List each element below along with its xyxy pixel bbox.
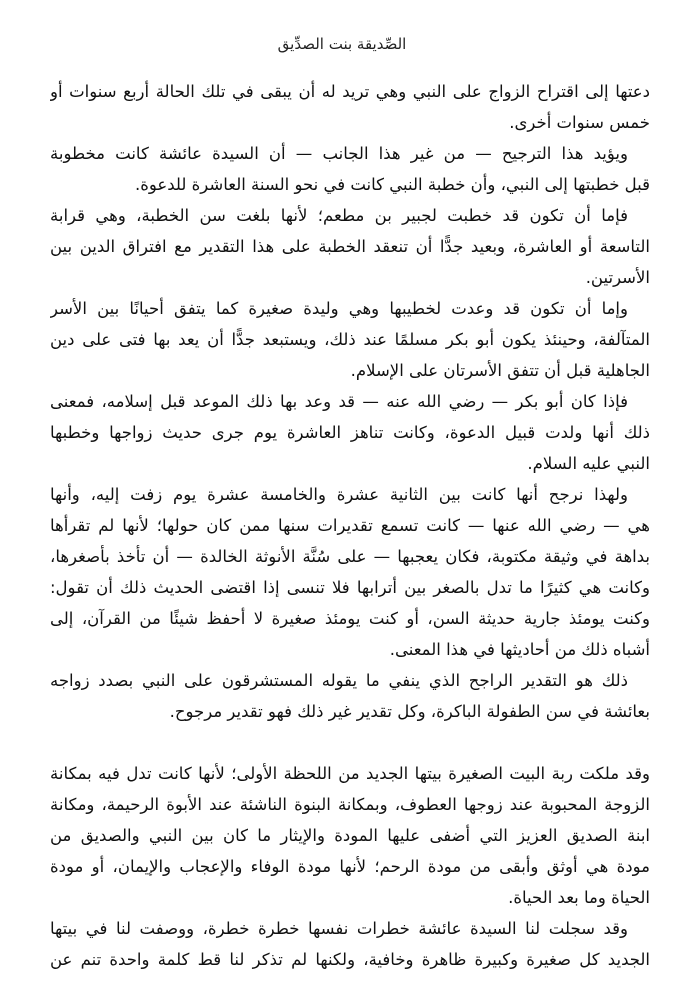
text-line: المتآلفة، وحينئذ يكون أبو بكر مسلمًا عند ذلك، ويستبعد جدًّا أن يعد بها فتى على دين	[50, 330, 650, 349]
body-text	[50, 76, 650, 975]
text-line: هي — رضي الله عنها — كانت تسمع تقديرات سنها ممن كان حولها؛ لأنها لم تقرأها	[50, 516, 650, 535]
text-line: الحياة وما بعد الحياة.	[508, 888, 650, 907]
text-line: وقد سجلت لنا السيدة عائشة خطرات نفسها خطرة خطرة، ووصفت لنا في بيتها	[50, 919, 628, 938]
text-line: أشباه ذلك من أحاديثها في هذا المعنى.	[389, 640, 650, 659]
text-line: الزوجة المحبوبة عند زوجها العطوف، وبمكانة البنوة الناشئة عند الأبوة الرحيمة، ومكانة	[50, 795, 650, 814]
text-line: دعتها إلى اقتراح الزواج على النبي وهي تريد له أن يبقى في تلك الحالة أربع سنوات أو	[50, 82, 650, 101]
text-line: قبل خطبتها إلى النبي، وأن خطبة النبي كانت في نحو السنة العاشرة للدعوة.	[134, 175, 650, 194]
text-line: بداهة في وثيقة مكتوبة، فكان يعجبها — على سُنَّة الأنوثة الخالدة — أن تأخذ بأصغرها،	[50, 547, 650, 566]
text-line: بعائشة في سن الطفولة الباكرة، وكل تقدير غير ذلك فهو تقدير مرجوح.	[169, 702, 650, 721]
text-line: الجديد كل صغيرة وكبيرة ظاهرة وخافية، ولكنها لم تذكر لنا قط كلمة واحدة تنم عن	[50, 950, 650, 969]
running-header: الصِّديقة بنت الصدِّيق	[277, 35, 407, 53]
text-line: وإما أن تكون قد وعدت لخطيبها وهي وليدة صغيرة كما يتفق أحيانًا بين الأسر	[50, 299, 628, 318]
text-line: وكنت يومئذ جارية حديثة السن، أو كنت يومئذ صغيرة لا أحفظ شيئًا من القرآن، إلى	[50, 609, 650, 628]
text-line: الجاهلية قبل أن تتفق الأسرتان على الإسلام.	[350, 361, 650, 380]
text-line: فإذا كان أبو بكر — رضي الله عنه — قد وعد بها ذلك الموعد قبل إسلامه، فمعنى	[50, 392, 628, 411]
text-line: ذلك أنها ولدت قبيل الدعوة، وكانت تناهز العاشرة يوم جرى حديث زواجها وخطبها	[50, 423, 650, 442]
text-line: ولهذا نرجح أنها كانت بين الثانية عشرة والخامسة عشرة يوم زفت إليه، وأنها	[50, 485, 628, 504]
text-line: فإما أن تكون قد خطبت لجبير بن مطعم؛ لأنها بلغت سن الخطبة، وهي قرابة	[50, 206, 628, 225]
text-line: التاسعة أو العاشرة، وبعيد جدًّا أن تنعقد الخطبة على هذا التقدير مع افتراق الدين بين	[50, 237, 650, 256]
text-line: ويؤيد هذا الترجيح — من غير هذا الجانب — أن السيدة عائشة كانت مخطوبة	[50, 144, 628, 163]
text-line: خمس سنوات أخرى.	[509, 113, 650, 132]
text-line: ذلك هو التقدير الراجح الذي ينفي ما يقوله المستشرقون على النبي بصدد زواجه	[50, 671, 628, 690]
text-line: ابنة الصديق العزيز التي أضفى عليها المودة والإيثار ما كان بين النبي والصديق من	[50, 826, 650, 845]
text-line: الأسرتين.	[585, 268, 650, 287]
text-line: وقد ملكت ربة البيت الصغيرة بيتها الجديد من اللحظة الأولى؛ لأنها كانت تدل فيه بمكانة	[50, 764, 650, 783]
text-line: وكانت هي كثيرًا ما تدل بالصغر بين أترابها فلا تنسى إذا اقتضى الحديث ذلك أن تقول:	[50, 578, 650, 597]
text-line: مودة هي أوثق وأبقى من مودة الرحم؛ لأنها مودة الوفاء والإعجاب والإيمان، أو مودة	[50, 857, 650, 876]
text-line: النبي عليه السلام.	[527, 454, 650, 473]
section-break	[50, 727, 650, 758]
